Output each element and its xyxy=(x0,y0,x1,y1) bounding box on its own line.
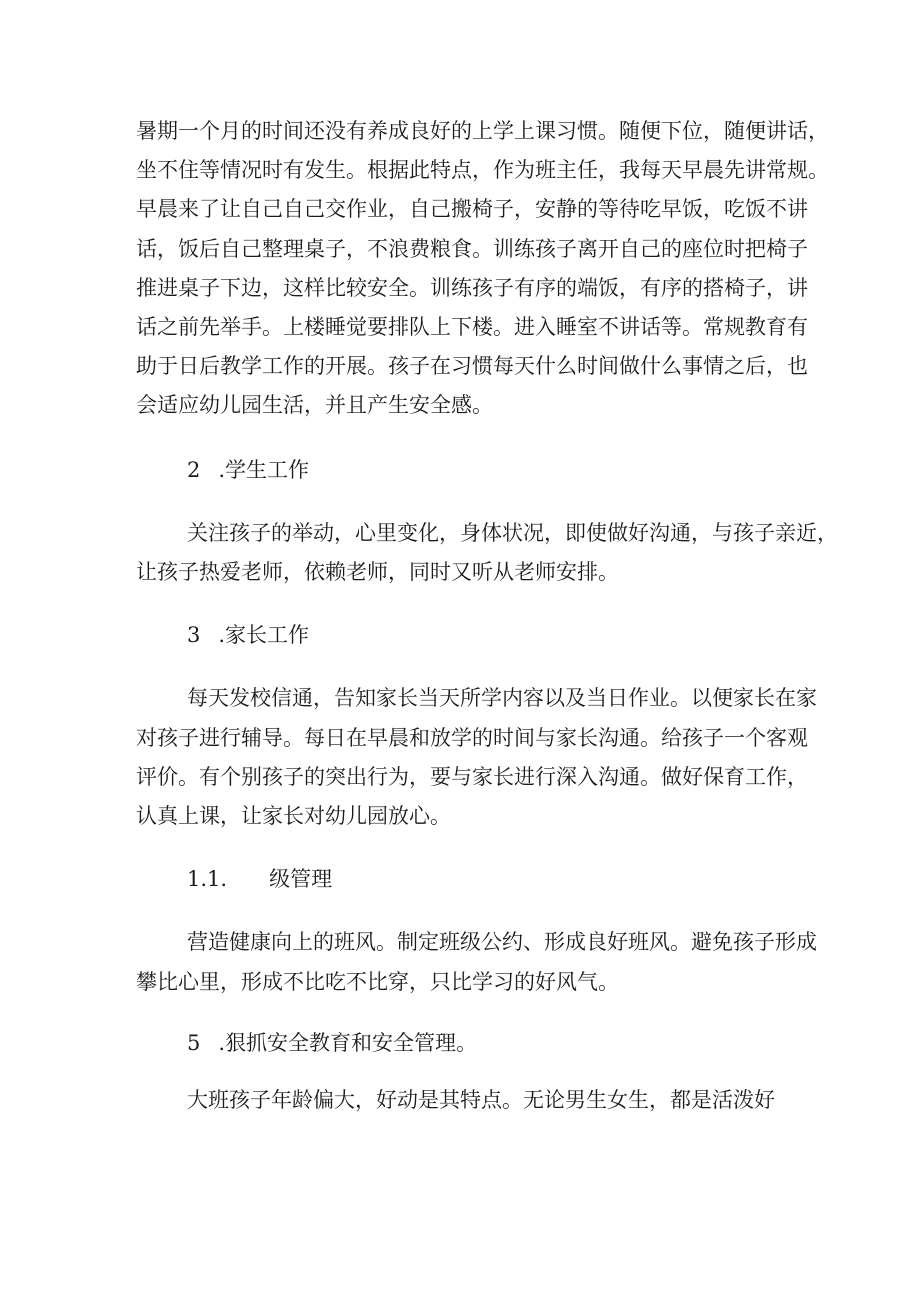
text-line: 大班孩子年龄偏大，好动是其特点。无论男生女生，都是活泼好 xyxy=(187,1088,775,1113)
text-line: 暑期一个月的时间还没有养成良好的上学上课习惯。随便下位，随便讲话， xyxy=(136,119,829,143)
text-line: 关注孩子的举动，心里变化，身体状况，即使做好沟通，与孩子亲近， xyxy=(187,520,838,545)
text-line: 攀比心里，形成不比吃不比穿，只比学习的好风气。 xyxy=(136,969,619,994)
heading-text: 级管理 xyxy=(269,867,333,892)
heading-text: .学生工作 xyxy=(218,457,310,482)
text-line: 助于日后教学工作的开展。孩子在习惯每天什么时间做什么事情之后，也 xyxy=(136,354,808,379)
heading-text: .家长工作 xyxy=(218,623,310,648)
heading-text: .狠抓安全教育和安全管理。 xyxy=(218,1030,478,1055)
text-line: 推进桌子下边，这样比较安全。训练孩子有序的端饭，有序的搭椅子，讲 xyxy=(136,275,808,300)
heading-number: 5 xyxy=(187,1030,201,1055)
text-line: 坐不住等情况时有发生。根据此特点，作为班主任，我每天早晨先讲常规。 xyxy=(136,158,829,183)
text-line: 评价。有个别孩子的突出行为，要与家长进行深入沟通。做好保育工作， xyxy=(136,764,808,789)
text-line: 让孩子热爱老师，依赖老师，同时又听从老师安排。 xyxy=(136,560,619,585)
text-line: 每天发校信通，告知家长当天所学内容以及当日作业。以便家长在家 xyxy=(187,686,817,711)
text-line: 早晨来了让自己自己交作业，自己搬椅子，安静的等待吃早饭，吃饭不讲 xyxy=(136,197,808,222)
section-heading-parent-work xyxy=(136,616,798,655)
section-heading-safety xyxy=(136,1024,798,1063)
heading-number: 2 xyxy=(187,457,201,482)
paragraph-safety xyxy=(136,1081,798,1120)
paragraph-routine xyxy=(136,112,829,426)
section-heading-class-management xyxy=(136,860,798,899)
paragraph-class-management xyxy=(136,923,817,1001)
text-line: 话之前先举手。上楼睡觉要排队上下楼。进入睡室不讲话等。常规教育有 xyxy=(136,315,808,340)
text-line: 对孩子进行辅导。每日在早晨和放学的时间与家长沟通。给孩子一个客观 xyxy=(136,725,808,750)
document-body xyxy=(136,112,838,1120)
paragraph-parent-work xyxy=(136,679,817,836)
heading-number: 3 xyxy=(187,623,201,648)
heading-number: 1.1. xyxy=(187,867,228,892)
section-heading-student-work xyxy=(136,451,798,490)
text-line: 认真上课，让家长对幼儿园放心。 xyxy=(136,804,451,829)
text-line: 会适应幼儿园生活，并且产生安全感。 xyxy=(136,393,493,418)
text-line: 营造健康向上的班风。制定班级公约、形成良好班风。避免孩子形成 xyxy=(187,930,817,955)
paragraph-student-work xyxy=(136,514,838,592)
text-line: 话，饭后自己整理桌子，不浪费粮食。训练孩子离开自己的座位时把椅子 xyxy=(136,236,808,261)
